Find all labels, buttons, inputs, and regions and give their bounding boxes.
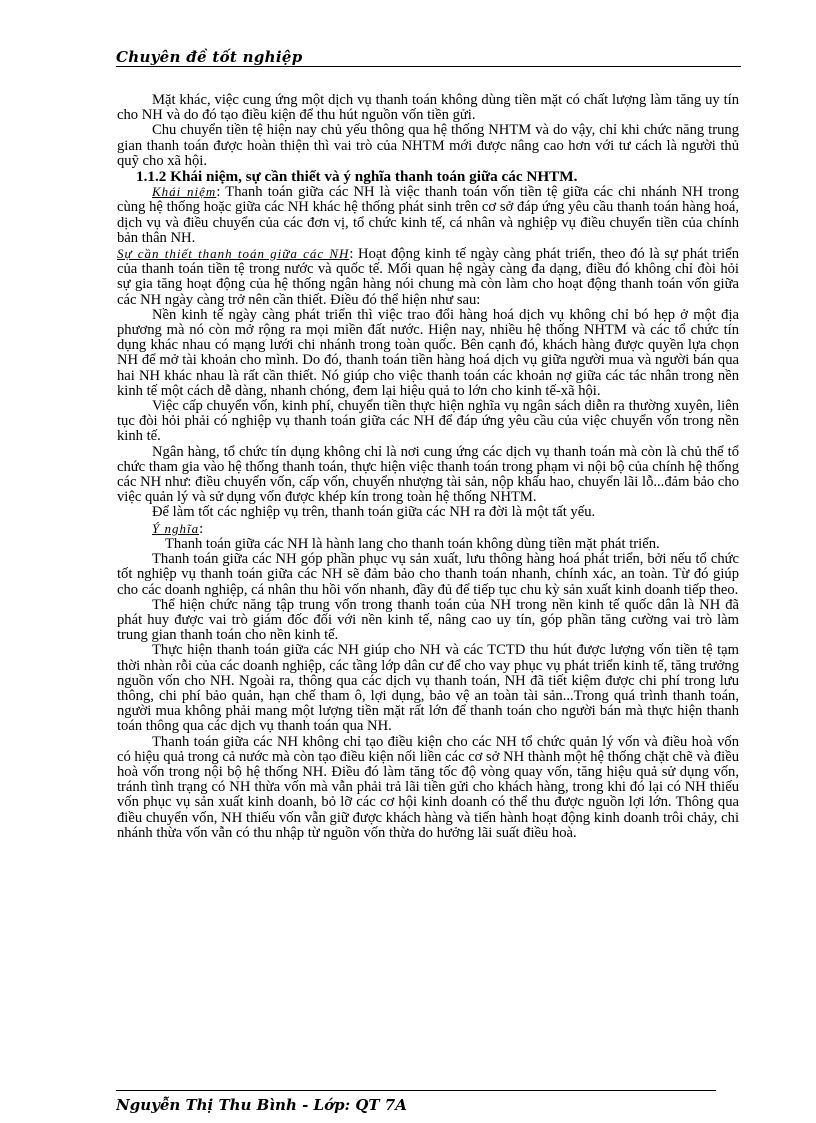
- page-header: [116, 44, 741, 67]
- paragraph-9: Thể hiện chức năng tập trung vốn trong thanh toán của NH trong nền kinh tế quốc dân là NH đã phát huy được vai trò giám đốc đối với nền kinh tế, nâng cao uy tín, góp phần tăng cường vai trò làm trung gian thanh toán cho nền kinh tế.: [117, 596, 739, 644]
- header-title: Chuyên đề tốt nghiệp: [116, 48, 303, 66]
- document-body: [117, 93, 739, 841]
- paragraph-7: Thanh toán giữa các NH là hành lang cho thanh toán không dùng tiền mặt phát triển.: [165, 535, 660, 552]
- paragraph-6: Để làm tốt các nghiệp vụ trên, thanh toán giữa các NH ra đời là một tất yếu.: [152, 504, 596, 521]
- paragraph-1: Mặt khác, việc cung ứng một dịch vụ thanh toán không dùng tiền mặt có chất lượng làm tăng uy tín cho NH và do đó tạo điều kiện để thu hút nguồn vốn tiền gửi.: [117, 92, 739, 124]
- paragraph-4: Việc cấp chuyển vốn, kinh phí, chuyển tiền thực hiện nghĩa vụ ngân sách diễn ra thường xuyên, liên tục đòi hỏi phải có nghiệp vụ thanh toán giữa các NH để đáp ứng yêu cầu của việc chuyển vốn trong nền kinh tế.: [117, 398, 739, 445]
- footer-divider: [116, 1090, 716, 1091]
- section-heading: 1.1.2 Khái niệm, sự cần thiết và ý nghĩa thanh toán giữa các NHTM.: [136, 168, 578, 186]
- significance-colon: :: [199, 520, 204, 537]
- significance-label: Ý nghĩa: [152, 520, 200, 536]
- significance-heading: [117, 521, 739, 537]
- paragraph-3: Nền kinh tế ngày càng phát triển thì việc trao đổi hàng hoá dịch vụ không chỉ bó hẹp ở một địa phương mà nó còn mở rộng ra mọi miền đất nước. Hiện nay, nhiều hệ thống NHTM và các tổ chức tín dụng khác nhau có mạng lưới chi nhánh trong toàn quốc. Bên cạnh đó, khách hàng được quyền lựa chọn NH để mở tài khoản cho mình. Do đó, thanh toán tiền hàng hoá dịch vụ giữa người mua và người bán qua hai NH khác nhau là rất cần thiết. Nó giúp cho việc thanh toán các khoản nợ giữa các tác nhân trong nền kinh tế một cách dễ dàng, nhanh chóng, đem lại hiệu quả to lớn cho kinh tế-xã hội.: [117, 306, 739, 399]
- paragraph-11: Thanh toán giữa các NH không chỉ tạo điều kiện cho các NH tổ chức quản lý vốn và điều hoà vốn có hiệu quả trong cả nước mà còn tạo điều kiện nối liền các cơ sở NH thành một hệ thống chặt chẽ và điều hoà vốn trong nội bộ hệ thống NH. Điều đó làm tăng tốc độ vòng quay vốn, tăng hiệu quả sử dụng vốn, tránh tình trạng có NH thừa vốn mà vẫn phải trả lãi tiền gửi cho khách hàng, trong khi đó lại có NH thiếu vốn phục vụ sản xuất kinh doanh, bỏ lỡ các cơ hội kinh doanh có thể thu được nguồn lợi lớn. Thông qua điều chuyển vốn, NH thiếu vốn vẫn giữ được khách hàng và tiến hành hoạt động kinh doanh trôi chảy, chi nhánh thừa vốn vẫn có thu nhập từ nguồn vốn thừa do hưởng lãi suất điều hoà.: [117, 733, 739, 841]
- definition-paragraph: [117, 184, 739, 246]
- footer-author: Nguyễn Thị Thu Bình - Lớp: QT 7A: [116, 1096, 407, 1114]
- paragraph-10: Thực hiện thanh toán giữa các NH giúp cho NH và các TCTD thu hút được lượng vốn tiền tệ tạm thời nhàn rỗi của các doanh nghiệp, các tầng lớp dân cư để cho vay phục vụ phát triển kinh tế, tăng trưởng nguồn vốn cho NH. Ngoài ra, thông qua các dịch vụ thanh toán, NH đã tiết kiệm được chi phí trong lưu thông, chi phí bảo quản, hạn chế tham ô, lợi dụng, bảo vệ an toàn tài sản...Trong quá trình thanh toán, người mua không phải mang một lượng tiền mặt rất lớn để thanh toán cho người bán mà thực hiện thanh toán thông qua các dịch vụ thanh toán qua NH.: [117, 642, 739, 735]
- necessity-text: : Hoạt động kinh tế ngày càng phát triển, theo đó là sự phát triển của thanh toán tiền tệ trong nước và quốc tế. Mối quan hệ ngày càng đa dạng, điều đó không chỉ đòi hỏi sự gia tăng hoạt động của hệ thống ngân hàng nói chung mà còn làm cho hoạt động thanh toán vốn giữa các NH ngày càng trở nên cần thiết. Điều đó thể hiện như sau:: [117, 246, 739, 308]
- necessity-paragraph: [117, 246, 739, 308]
- definition-text: : Thanh toán giữa các NH là việc thanh toán vốn tiền tệ giữa các chi nhánh NH trong cùng hệ thống hoặc giữa các NH khác hệ thống phát sinh trên cơ sở đáp ứng yêu cầu thanh toán hàng hoá, dịch vụ và điều chuyển của các đơn vị, tổ chức kinh tế, cá nhân và nghiệp vụ điều chuyển tiền của chính bản thân NH.: [117, 184, 739, 246]
- paragraph-8: Thanh toán giữa các NH góp phần phục vụ sản xuất, lưu thông hàng hoá phát triển, bởi nếu tổ chức tốt nghiệp vụ thanh toán giữa các NH sẽ đảm bảo cho thanh toán nhanh, chính xác, an toàn. Từ đó giúp cho các doanh nghiệp, cá nhân thu hồi vốn nhanh, đầy đủ để tiếp tục chu kỳ sản xuất kinh doanh tiếp theo.: [117, 551, 739, 598]
- definition-label: Khái niệm: [152, 184, 217, 200]
- paragraph-2: Chu chuyển tiền tệ hiện nay chủ yếu thông qua hệ thống NHTM và do vậy, chỉ khi chức năng trung gian thanh toán được hoàn thiện thì vai trò của NHTM mới được nâng cao hơn với tư cách là người thủ quỹ cho xã hội.: [117, 122, 739, 169]
- necessity-label: Sự cần thiết thanh toán giữa các NH: [117, 246, 350, 262]
- paragraph-5: Ngân hàng, tổ chức tín dụng không chỉ là nơi cung ứng các dịch vụ thanh toán mà còn là chủ thể tổ chức tham gia vào hệ thống thanh toán, thực hiện việc thanh toán trong phạm vi nội bộ của chính hệ thống các NH như: điều chuyển vốn, cấp vốn, chuyển nhượng tài sản, nộp khấu hao, chuyển lãi lỗ...đảm bảo cho việc quản lý và sử dụng vốn được khép kín trong toàn hệ thống NHTM.: [117, 443, 739, 506]
